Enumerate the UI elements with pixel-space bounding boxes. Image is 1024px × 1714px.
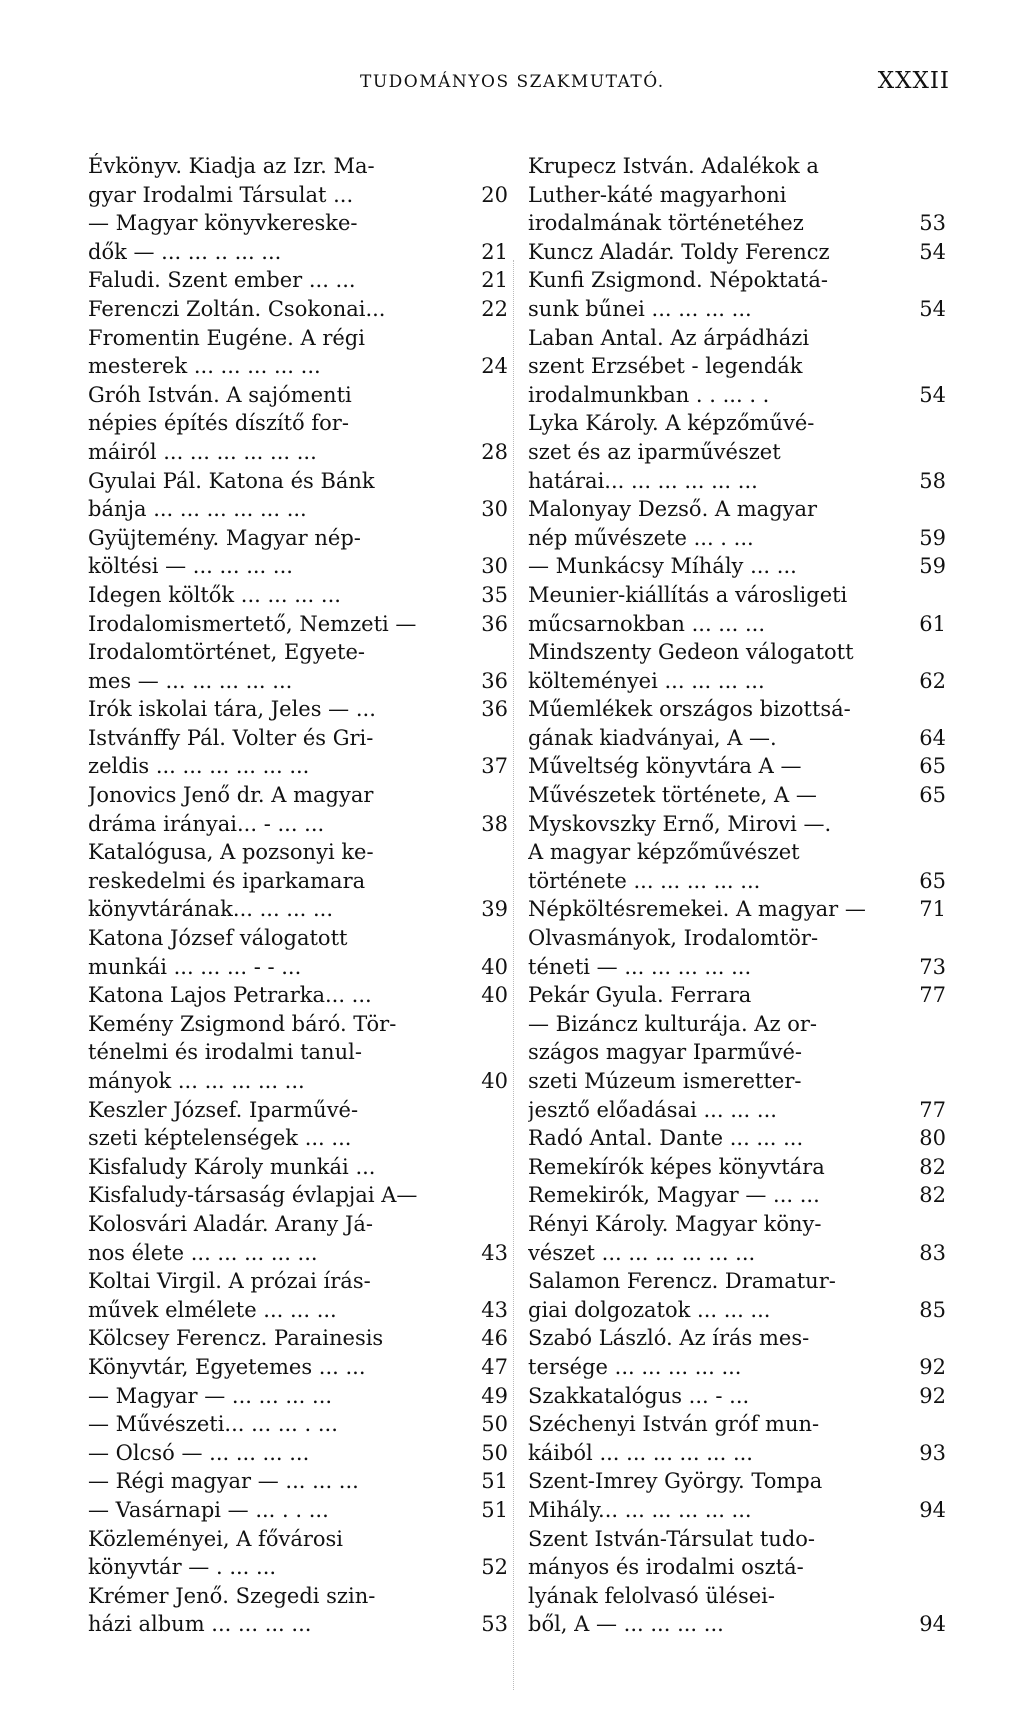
- index-entry: [528, 409, 946, 438]
- entry-page-number: 54: [919, 239, 946, 264]
- index-entry: [88, 752, 508, 781]
- entry-text: nos élete ... ... ... ... ...: [88, 1240, 318, 1265]
- entry-text: sunk bűnei ... ... ... ...: [528, 296, 752, 321]
- entry-page-number: 40: [481, 983, 508, 1008]
- entry-text: — Magyar — ... ... ... ...: [88, 1383, 333, 1408]
- entry-text: zeldis ... ... ... ... ... ...: [88, 754, 310, 779]
- entry-page-number: 71: [919, 897, 946, 922]
- entry-page-number: 62: [919, 668, 946, 693]
- entry-page-number: 22: [481, 296, 508, 321]
- index-entry: [88, 266, 508, 295]
- entry-page-number: 51: [481, 1469, 508, 1494]
- index-entry: [88, 295, 508, 324]
- index-entry: [88, 953, 508, 982]
- entry-page-number: 64: [919, 725, 946, 750]
- index-entry: [88, 181, 508, 210]
- index-entry: [88, 1067, 508, 1096]
- index-entry: [528, 924, 946, 953]
- entry-page-number: 54: [919, 382, 946, 407]
- entry-text: Lyka Károly. A képzőművé-: [528, 411, 815, 436]
- index-entry: [88, 409, 508, 438]
- index-entry: [528, 667, 946, 696]
- entry-text: Myskovszky Ernő, Mirovi —.: [528, 811, 832, 836]
- entry-text: Pekár Gyula. Ferrara: [528, 983, 752, 1008]
- entry-text: téneti — ... ... ... ... ...: [528, 954, 752, 979]
- index-entry: [88, 724, 508, 753]
- entry-page-number: 65: [919, 754, 946, 779]
- entry-page-number: 51: [481, 1497, 508, 1522]
- entry-page-number: 80: [919, 1126, 946, 1151]
- entry-text: — Vasárnapi — ... . . ...: [88, 1497, 329, 1522]
- entry-text: Krupecz István. Adalékok a: [528, 154, 819, 178]
- entry-text: dráma irányai... - ... ...: [88, 811, 325, 836]
- entry-text: Mihály... ... ... ... ... ...: [528, 1497, 752, 1522]
- entry-page-number: 28: [481, 439, 508, 464]
- index-entry: [528, 1010, 946, 1039]
- index-entry: [88, 1096, 508, 1125]
- index-entry: [88, 1181, 508, 1210]
- index-entry: [528, 1067, 946, 1096]
- entry-text: könyvtár — . ... ...: [88, 1555, 277, 1580]
- entry-page-number: 65: [919, 783, 946, 808]
- entry-page-number: 36: [481, 611, 508, 636]
- entry-text: reskedelmi és iparkamara: [88, 868, 366, 893]
- index-entry: [88, 781, 508, 810]
- index-entry: [528, 1296, 946, 1325]
- entry-page-number: 40: [481, 954, 508, 979]
- entry-text: mányos és irodalmi osztá-: [528, 1555, 804, 1580]
- entry-text: Radó Antal. Dante ... ... ...: [528, 1126, 804, 1151]
- entry-text: mányok ... ... ... ... ...: [88, 1069, 305, 1093]
- entry-text: — Munkácsy Míhály ... ...: [528, 554, 797, 579]
- index-entry: [88, 1353, 508, 1382]
- index-entry: [528, 781, 946, 810]
- entry-text: határai... ... ... ... ... ...: [528, 468, 758, 493]
- entry-text: Kuncz Aladár. Toldy Ferencz: [528, 239, 830, 264]
- index-entry: [528, 724, 946, 753]
- index-entry: [528, 1439, 946, 1468]
- index-entry: [88, 1153, 508, 1182]
- entry-text: Mindszenty Gedeon válogatott: [528, 640, 854, 665]
- entry-page-number: 39: [481, 897, 508, 922]
- entry-text: giai dolgozatok ... ... ...: [528, 1297, 771, 1322]
- index-entry: [88, 695, 508, 724]
- entry-text: házi album ... ... ... ...: [88, 1612, 312, 1637]
- index-entry: [88, 1582, 508, 1611]
- entry-text: A magyar képzőművészet: [528, 840, 800, 865]
- entry-page-number: 53: [919, 211, 946, 236]
- index-entry: [88, 1382, 508, 1411]
- entry-page-number: 43: [481, 1240, 508, 1265]
- index-entry: [528, 695, 946, 724]
- entry-text: nép művészete ... . ...: [528, 525, 754, 550]
- index-entry: [528, 1267, 946, 1296]
- index-entry: [528, 467, 946, 496]
- index-entry: [528, 1096, 946, 1125]
- entry-text: — Olcsó — ... ... ... ...: [88, 1440, 310, 1465]
- entry-page-number: 85: [919, 1297, 946, 1322]
- index-entry: [528, 1610, 946, 1639]
- entry-text: Istvánffy Pál. Volter és Gri-: [88, 725, 374, 750]
- index-entry: [88, 1124, 508, 1153]
- page-header: [0, 68, 1024, 108]
- entry-text: — Művészeti... ... ... . ...: [88, 1412, 338, 1437]
- entry-text: Műveltség könyvtára A —: [528, 754, 802, 779]
- index-entry: [528, 610, 946, 639]
- index-entry: [88, 1410, 508, 1439]
- index-entry: [528, 1582, 946, 1611]
- entry-text: Katona József válogatott: [88, 926, 348, 951]
- index-entry: [88, 238, 508, 267]
- entry-text: Katona Lajos Petrarka... ...: [88, 983, 372, 1008]
- index-entry: [528, 1324, 946, 1353]
- entry-page-number: 50: [481, 1412, 508, 1437]
- entry-text: Közleményei, A fővárosi: [88, 1526, 344, 1551]
- entry-text: káiból ... ... ... ... ... ...: [528, 1440, 753, 1465]
- index-entry: [528, 352, 946, 381]
- entry-text: Művészetek története, A —: [528, 783, 817, 808]
- entry-text: művek elmélete ... ... ...: [88, 1297, 337, 1322]
- entry-text: Malonyay Dezső. A magyar: [528, 497, 818, 522]
- index-entry: [528, 867, 946, 896]
- entry-text: mesterek ... ... ... ... ...: [88, 354, 321, 379]
- entry-page-number: 61: [919, 611, 946, 636]
- entry-text: könyvtárának... ... ... ...: [88, 897, 334, 922]
- entry-text: Évkönyv. Kiadja az Izr. Ma-: [88, 154, 375, 178]
- entry-text: története ... ... ... ... ...: [528, 868, 761, 893]
- entry-page-number: 59: [919, 525, 946, 550]
- index-entry: [88, 467, 508, 496]
- entry-page-number: 58: [919, 468, 946, 493]
- entry-text: Salamon Ferencz. Dramatur-: [528, 1269, 836, 1294]
- entry-page-number: 35: [481, 582, 508, 607]
- index-entry: [88, 1239, 508, 1268]
- index-entry: [528, 1124, 946, 1153]
- index-entry: [528, 324, 946, 353]
- index-entry: [88, 638, 508, 667]
- index-entry: [528, 152, 946, 181]
- index-entry: [88, 581, 508, 610]
- index-entry: [528, 1467, 946, 1496]
- index-entry: [88, 867, 508, 896]
- index-entry: [528, 1525, 946, 1554]
- index-entry: [528, 953, 946, 982]
- entry-page-number: 77: [919, 1097, 946, 1122]
- index-entry: [88, 924, 508, 953]
- index-entry: [88, 324, 508, 353]
- index-entry: [528, 895, 946, 924]
- index-entry: [528, 495, 946, 524]
- index-entry: [528, 981, 946, 1010]
- entry-page-number: 82: [919, 1154, 946, 1179]
- entry-text: Szakkatalógus ... - ...: [528, 1383, 750, 1408]
- entry-text: Meunier-kiállítás a városligeti: [528, 582, 848, 607]
- index-entry: [88, 1553, 508, 1582]
- entry-page-number: 93: [919, 1440, 946, 1465]
- entry-page-number: 30: [481, 554, 508, 579]
- entry-text: Katalógusa, A pozsonyi ke-: [88, 840, 374, 865]
- index-entry: [528, 1553, 946, 1582]
- entry-text: Irodalomtörténet, Egyete-: [88, 640, 365, 665]
- entry-text: népies építés díszítő for-: [88, 411, 349, 436]
- entry-text: szet és az iparművészet: [528, 439, 781, 464]
- entry-text: Laban Antal. Az árpádházi: [528, 325, 810, 350]
- index-entry: [528, 1181, 946, 1210]
- entry-text: Gróh István. A sajómenti: [88, 382, 352, 407]
- entry-text: mes — ... ... ... ... ...: [88, 668, 293, 693]
- entry-text: Szent István-Társulat tudo-: [528, 1526, 816, 1551]
- entry-page-number: 43: [481, 1297, 508, 1322]
- entry-text: szeti képtelenségek ... ...: [88, 1126, 352, 1151]
- index-entry: [88, 610, 508, 639]
- entry-text: Krémer Jenő. Szegedi szin-: [88, 1583, 376, 1608]
- entry-page-number: 65: [919, 868, 946, 893]
- entry-text: irodalmának történetéhez: [528, 211, 804, 236]
- entry-text: — Magyar könyvkereske-: [88, 211, 358, 236]
- index-entry: [528, 1153, 946, 1182]
- entry-text: Gyüjtemény. Magyar nép-: [88, 525, 361, 550]
- entry-text: Könyvtár, Egyetemes ... ...: [88, 1354, 366, 1379]
- entry-page-number: 54: [919, 296, 946, 321]
- page-number: XXXII: [877, 68, 950, 94]
- entry-text: bánja ... ... ... ... ... ...: [88, 497, 307, 522]
- index-entry: [528, 638, 946, 667]
- entry-text: Irodalomismertető, Nemzeti —: [88, 611, 417, 636]
- entry-page-number: 92: [919, 1383, 946, 1408]
- index-entry: [88, 1010, 508, 1039]
- entry-text: műcsarnokban ... ... ...: [528, 611, 766, 636]
- index-entry: [528, 524, 946, 553]
- entry-text: munkái ... ... ... - - ...: [88, 954, 302, 979]
- index-entry: [88, 1267, 508, 1296]
- entry-text: Irók iskolai tára, Jeles — ...: [88, 697, 376, 722]
- index-entry: [528, 1239, 946, 1268]
- index-column-left: [88, 152, 508, 1639]
- entry-page-number: 92: [919, 1354, 946, 1379]
- entry-text: ből, A — ... ... ... ...: [528, 1612, 724, 1637]
- entry-page-number: 94: [919, 1497, 946, 1522]
- entry-page-number: 37: [481, 754, 508, 779]
- index-entry: [528, 1038, 946, 1067]
- entry-page-number: 38: [481, 811, 508, 836]
- index-entry: [528, 1410, 946, 1439]
- entry-text: irodalmunkban . . ... . .: [528, 382, 770, 407]
- entry-text: költeményei ... ... ... ...: [528, 668, 765, 693]
- entry-text: Jonovics Jenő dr. A magyar: [88, 783, 374, 808]
- entry-text: máiról ... ... ... ... ... ...: [88, 439, 317, 464]
- entry-page-number: 36: [481, 697, 508, 722]
- entry-text: Kisfaludy Károly munkái ...: [88, 1154, 376, 1179]
- entry-page-number: 49: [481, 1383, 508, 1408]
- entry-page-number: 46: [481, 1326, 508, 1351]
- entry-text: Szabó László. Az írás mes-: [528, 1326, 810, 1351]
- index-entry: [528, 838, 946, 867]
- entry-page-number: 24: [481, 354, 508, 379]
- entry-page-number: 83: [919, 1240, 946, 1265]
- index-entry: [528, 295, 946, 324]
- index-entry: [528, 209, 946, 238]
- index-entry: [88, 352, 508, 381]
- index-entry: [88, 895, 508, 924]
- index-entry: [88, 981, 508, 1010]
- index-entry: [88, 1496, 508, 1525]
- index-entry: [88, 209, 508, 238]
- entry-text: Szent-Imrey György. Tompa: [528, 1469, 823, 1494]
- entry-text: dők — ... ... .. ... ...: [88, 239, 282, 264]
- entry-text: Széchenyi István gróf mun-: [528, 1412, 820, 1437]
- entry-page-number: 73: [919, 954, 946, 979]
- entry-text: szeti Múzeum ismeretter-: [528, 1069, 802, 1093]
- entry-text: Népköltésremekei. A magyar —: [528, 897, 866, 922]
- index-entry: [88, 1296, 508, 1325]
- column-divider: [513, 260, 515, 1690]
- entry-text: Remekírók képes könyvtára: [528, 1154, 825, 1179]
- entry-page-number: 20: [481, 182, 508, 207]
- entry-page-number: 40: [481, 1069, 508, 1093]
- entry-text: Kunfi Zsigmond. Népoktatá-: [528, 268, 828, 293]
- index-entry: [528, 581, 946, 610]
- entry-text: Remekirók, Magyar — ... ...: [528, 1183, 820, 1208]
- index-entry: [528, 1382, 946, 1411]
- index-entry: [528, 266, 946, 295]
- index-entry: [88, 524, 508, 553]
- index-entry: [88, 810, 508, 839]
- entry-text: — Bizáncz kulturája. Az or-: [528, 1011, 817, 1036]
- entry-text: Fromentin Eugéne. A régi: [88, 325, 365, 350]
- entry-page-number: 21: [481, 268, 508, 293]
- entry-text: Faludi. Szent ember ... ...: [88, 268, 356, 293]
- index-entry: [88, 1210, 508, 1239]
- entry-text: — Régi magyar — ... ... ...: [88, 1469, 359, 1494]
- entry-text: Luther-káté magyarhoni: [528, 182, 787, 207]
- index-entry: [88, 495, 508, 524]
- entry-text: költési — ... ... ... ...: [88, 554, 293, 579]
- entry-text: szágos magyar Iparművé-: [528, 1040, 802, 1065]
- index-entry: [88, 552, 508, 581]
- entry-text: Kölcsey Ferencz. Parainesis: [88, 1326, 384, 1351]
- entry-text: Olvasmányok, Irodalomtör-: [528, 926, 819, 951]
- index-entry: [88, 1324, 508, 1353]
- index-entry: [88, 438, 508, 467]
- entry-page-number: 50: [481, 1440, 508, 1465]
- entry-page-number: 77: [919, 983, 946, 1008]
- entry-text: ténelmi és irodalmi tanul-: [88, 1040, 362, 1065]
- index-entry: [528, 181, 946, 210]
- index-entry: [88, 667, 508, 696]
- entry-text: Rényi Károly. Magyar köny-: [528, 1211, 822, 1236]
- index-entry: [528, 381, 946, 410]
- index-entry: [88, 1610, 508, 1639]
- entry-text: lyának felolvasó ülései-: [528, 1583, 775, 1608]
- index-entry: [88, 1467, 508, 1496]
- entry-page-number: 82: [919, 1183, 946, 1208]
- entry-page-number: 21: [481, 239, 508, 264]
- index-entry: [528, 238, 946, 267]
- index-entry: [528, 752, 946, 781]
- entry-text: jesztő előadásai ... ... ...: [528, 1097, 777, 1122]
- entry-text: szent Erzsébet - legendák: [528, 354, 803, 379]
- index-entry: [528, 1496, 946, 1525]
- index-entry: [88, 1525, 508, 1554]
- index-entry: [528, 438, 946, 467]
- entry-page-number: 36: [481, 668, 508, 693]
- entry-page-number: 94: [919, 1612, 946, 1637]
- entry-page-number: 53: [481, 1612, 508, 1637]
- entry-text: Idegen költők ... ... ... ...: [88, 582, 341, 607]
- entry-text: Ferenczi Zoltán. Csokonai...: [88, 296, 386, 321]
- entry-text: Gyulai Pál. Katona és Bánk: [88, 468, 375, 493]
- index-entry: [88, 152, 508, 181]
- index-entry: [88, 381, 508, 410]
- index-entry: [88, 1439, 508, 1468]
- entry-text: Kemény Zsigmond báró. Tör-: [88, 1011, 397, 1036]
- entry-page-number: 52: [481, 1555, 508, 1580]
- entry-text: Koltai Virgil. A prózai írás-: [88, 1269, 371, 1294]
- entry-text: gának kiadványai, A —.: [528, 725, 777, 750]
- entry-page-number: 59: [919, 554, 946, 579]
- entry-text: Kolosvári Aladár. Arany Já-: [88, 1211, 373, 1236]
- entry-page-number: 30: [481, 497, 508, 522]
- entry-text: Kisfaludy-társaság évlapjai A—: [88, 1183, 418, 1208]
- entry-text: Műemlékek országos bizottsá-: [528, 697, 851, 722]
- index-entry: [528, 552, 946, 581]
- entry-text: vészet ... ... ... ... ... ...: [528, 1240, 756, 1265]
- entry-text: Keszler József. Iparművé-: [88, 1097, 359, 1122]
- index-entry: [528, 1353, 946, 1382]
- entry-text: tersége ... ... ... ... ...: [528, 1354, 742, 1379]
- index-entry: [528, 810, 946, 839]
- running-title: TUDOMÁNYOS SZAKMUTATÓ.: [360, 72, 665, 92]
- index-entry: [88, 838, 508, 867]
- index-entry: [528, 1210, 946, 1239]
- index-entry: [88, 1038, 508, 1067]
- entry-page-number: 47: [481, 1354, 508, 1379]
- index-column-right: [528, 152, 946, 1639]
- entry-text: gyar Irodalmi Társulat ...: [88, 182, 354, 207]
